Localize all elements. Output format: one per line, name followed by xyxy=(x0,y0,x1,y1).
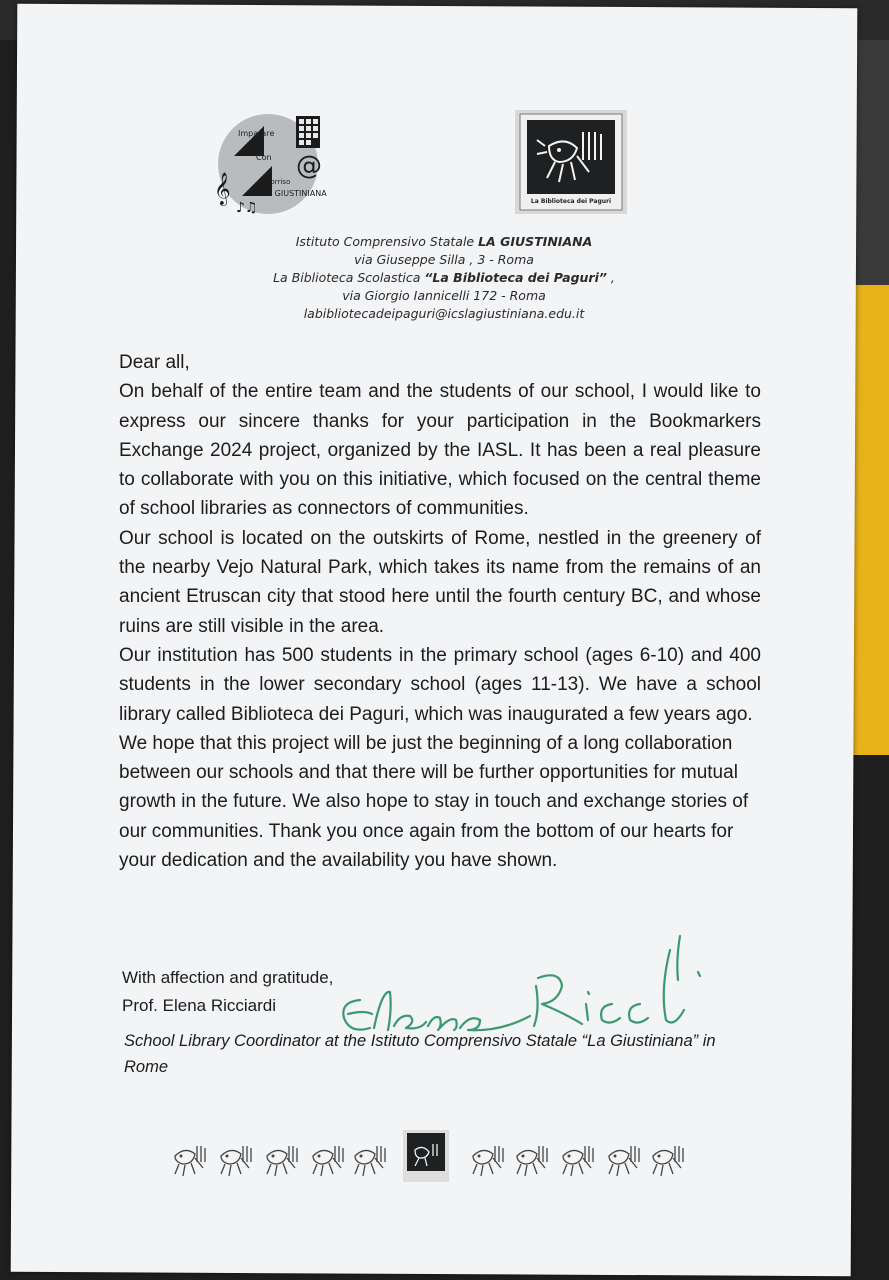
letterhead-line-1 xyxy=(120,233,768,251)
logo-letter-2: Con xyxy=(256,153,272,162)
paragraph-2: Our school is located on the outskirts of Rome, nestled in the greenery of the nearby Vejo Natural Park, which takes its name from the remains of an ancient Etruscan city that stood here until the fourth century BC, and whose ruins are still visible in the area. xyxy=(119,527,761,637)
school-address: via Giuseppe Silla , 3 - Roma xyxy=(354,252,534,267)
library-comma: , xyxy=(606,270,615,285)
library-mini-logo-icon xyxy=(403,1130,449,1182)
signatory-role: School Library Coordinator at the Istituto Comprensivo Statale “La Giustiniana” in Rome xyxy=(124,1032,716,1076)
library-type: La Biblioteca Scolastica xyxy=(273,270,425,285)
signatory-name: Prof. Elena Ricciardi xyxy=(122,996,277,1015)
library-email: labibliotecadeipaguri@icslagiustiniana.edu.it xyxy=(303,306,585,321)
paragraph-1: On behalf of the entire team and the students of our school, I would like to express our sincere thanks for your participation in the Bookmarkers Exchange 2024 project, organized by the IASL. It has been a real pleasure to collaborate with you on this initiative, which focused on the central theme of school libraries as connectors of communities. xyxy=(119,381,761,520)
letterhead xyxy=(120,233,768,323)
school-name: LA GIUSTINIANA xyxy=(478,234,593,249)
greeting: Dear all, xyxy=(119,352,190,373)
paragraph-4: We hope that this project will be just the beginning of a long collaboration between our schools and that there will be further opportunities for mutual growth in the future. We also hope to stay in touch and exchange stories of our communities. Thank you once again from the bottom of our hearts for your dedication and the availability you have shown. xyxy=(119,732,749,872)
library-name: “La Biblioteca dei Paguri” xyxy=(424,270,607,285)
svg-text:♪♫: ♪♫ xyxy=(236,200,258,216)
school-logo xyxy=(208,112,332,218)
library-logo-caption: La Biblioteca dei Paguri xyxy=(530,198,612,205)
logo-letter-3: Sorriso xyxy=(266,178,291,186)
logo-school-name: LA GIUSTINIANA xyxy=(262,189,327,198)
crab-icon-row-left xyxy=(175,1146,385,1176)
letter-body xyxy=(119,348,761,875)
crab-icon-row-right xyxy=(473,1146,683,1176)
closing: With affection and gratitude, xyxy=(122,968,334,987)
svg-text:𝄞: 𝄞 xyxy=(214,172,231,205)
library-logo xyxy=(515,110,627,214)
letterhead-line-3 xyxy=(120,269,768,287)
logo-letter-1: Imparare xyxy=(238,129,275,138)
handwritten-signature xyxy=(330,930,710,1050)
school-type: Istituto Comprensivo Statale xyxy=(295,234,479,249)
paragraph-3: Our institution has 500 students in the primary school (ages 6-10) and 400 students in the lower secondary school (ages 11-13). We have a school library called Biblioteca dei Paguri, which was inaugurated a few years ago. xyxy=(119,644,761,725)
svg-text:@: @ xyxy=(296,151,322,181)
library-address: via Giorgio Iannicelli 172 - Roma xyxy=(342,288,546,303)
footer-crab-decoration xyxy=(165,1128,695,1184)
